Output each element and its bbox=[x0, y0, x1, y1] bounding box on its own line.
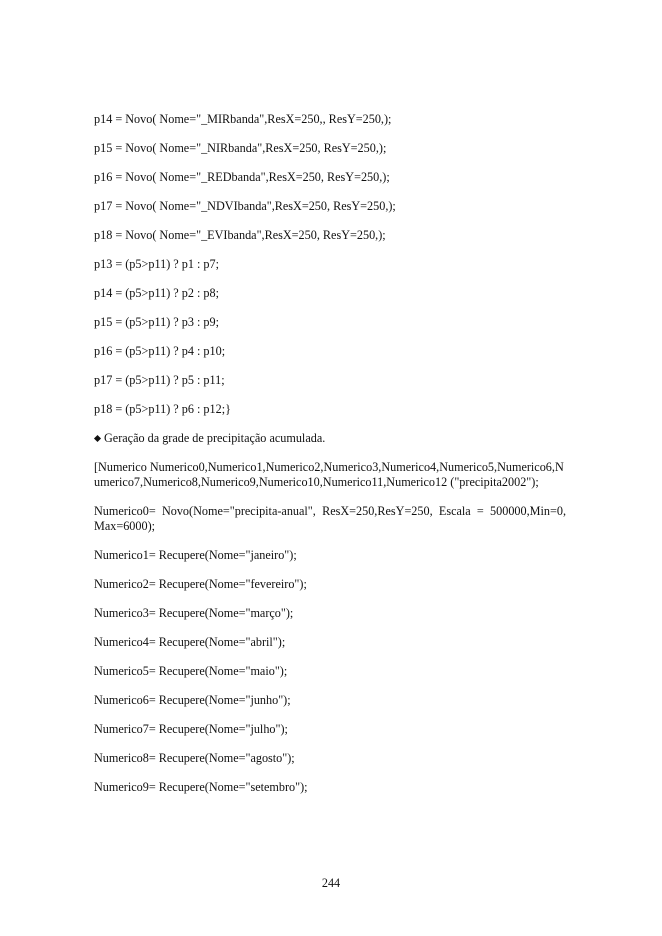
code-line: Numerico3= Recupere(Nome="março"); bbox=[94, 606, 294, 620]
code-line: Numerico7= Recupere(Nome="julho"); bbox=[94, 722, 288, 736]
code-line: p15 = (p5>p11) ? p3 : p9; bbox=[94, 315, 219, 329]
code-line: p16 = Novo( Nome="_REDbanda",ResX=250, ResY=250,); bbox=[94, 170, 390, 184]
code-line: p14 = Novo( Nome="_MIRbanda",ResX=250,, ResY=250,); bbox=[94, 112, 392, 126]
code-line: Numerico8= Recupere(Nome="agosto"); bbox=[94, 751, 295, 765]
code-line: p16 = (p5>p11) ? p4 : p10; bbox=[94, 344, 226, 358]
diamond-bullet-icon bbox=[94, 435, 101, 442]
code-line: p15 = Novo( Nome="_NIRbanda",ResX=250, ResY=250,); bbox=[94, 141, 387, 155]
code-line: Numerico4= Recupere(Nome="abril"); bbox=[94, 635, 286, 649]
page-body bbox=[94, 112, 566, 809]
code-line: Numerico5= Recupere(Nome="maio"); bbox=[94, 664, 288, 678]
declaration-paragraph: [Numerico Numerico0,Numerico1,Numerico2,Numerico3,Numerico4,Numerico5,Numerico6,Numerico7,Numerico8,Numerico9,Numerico10,Numerico11,Numerico12 ("precipita2002"); bbox=[94, 460, 564, 489]
code-line: p17 = Novo( Nome="_NDVIbanda",ResX=250, ResY=250,); bbox=[94, 199, 396, 213]
code-line: p18 = Novo( Nome="_EVIbanda",ResX=250, ResY=250,); bbox=[94, 228, 386, 242]
code-line: p13 = (p5>p11) ? p1 : p7; bbox=[94, 257, 219, 271]
code-line: Numerico2= Recupere(Nome="fevereiro"); bbox=[94, 577, 307, 591]
bullet-item bbox=[94, 431, 566, 446]
code-line: Numerico9= Recupere(Nome="setembro"); bbox=[94, 780, 308, 794]
page-number: 244 bbox=[321, 876, 341, 890]
code-line: Numerico1= Recupere(Nome="janeiro"); bbox=[94, 548, 297, 562]
code-line: p14 = (p5>p11) ? p2 : p8; bbox=[94, 286, 219, 300]
code-line: p18 = (p5>p11) ? p6 : p12;} bbox=[94, 402, 231, 416]
code-line: p17 = (p5>p11) ? p5 : p11; bbox=[94, 373, 225, 387]
code-line: Numerico6= Recupere(Nome="junho"); bbox=[94, 693, 291, 707]
numerico0-paragraph: Numerico0= Novo(Nome="precipita-anual", ResX=250,ResY=250, Escala = 500000,Min=0, Max=6000); bbox=[94, 504, 566, 533]
bullet-text: Geração da grade de precipitação acumulada. bbox=[104, 431, 326, 445]
